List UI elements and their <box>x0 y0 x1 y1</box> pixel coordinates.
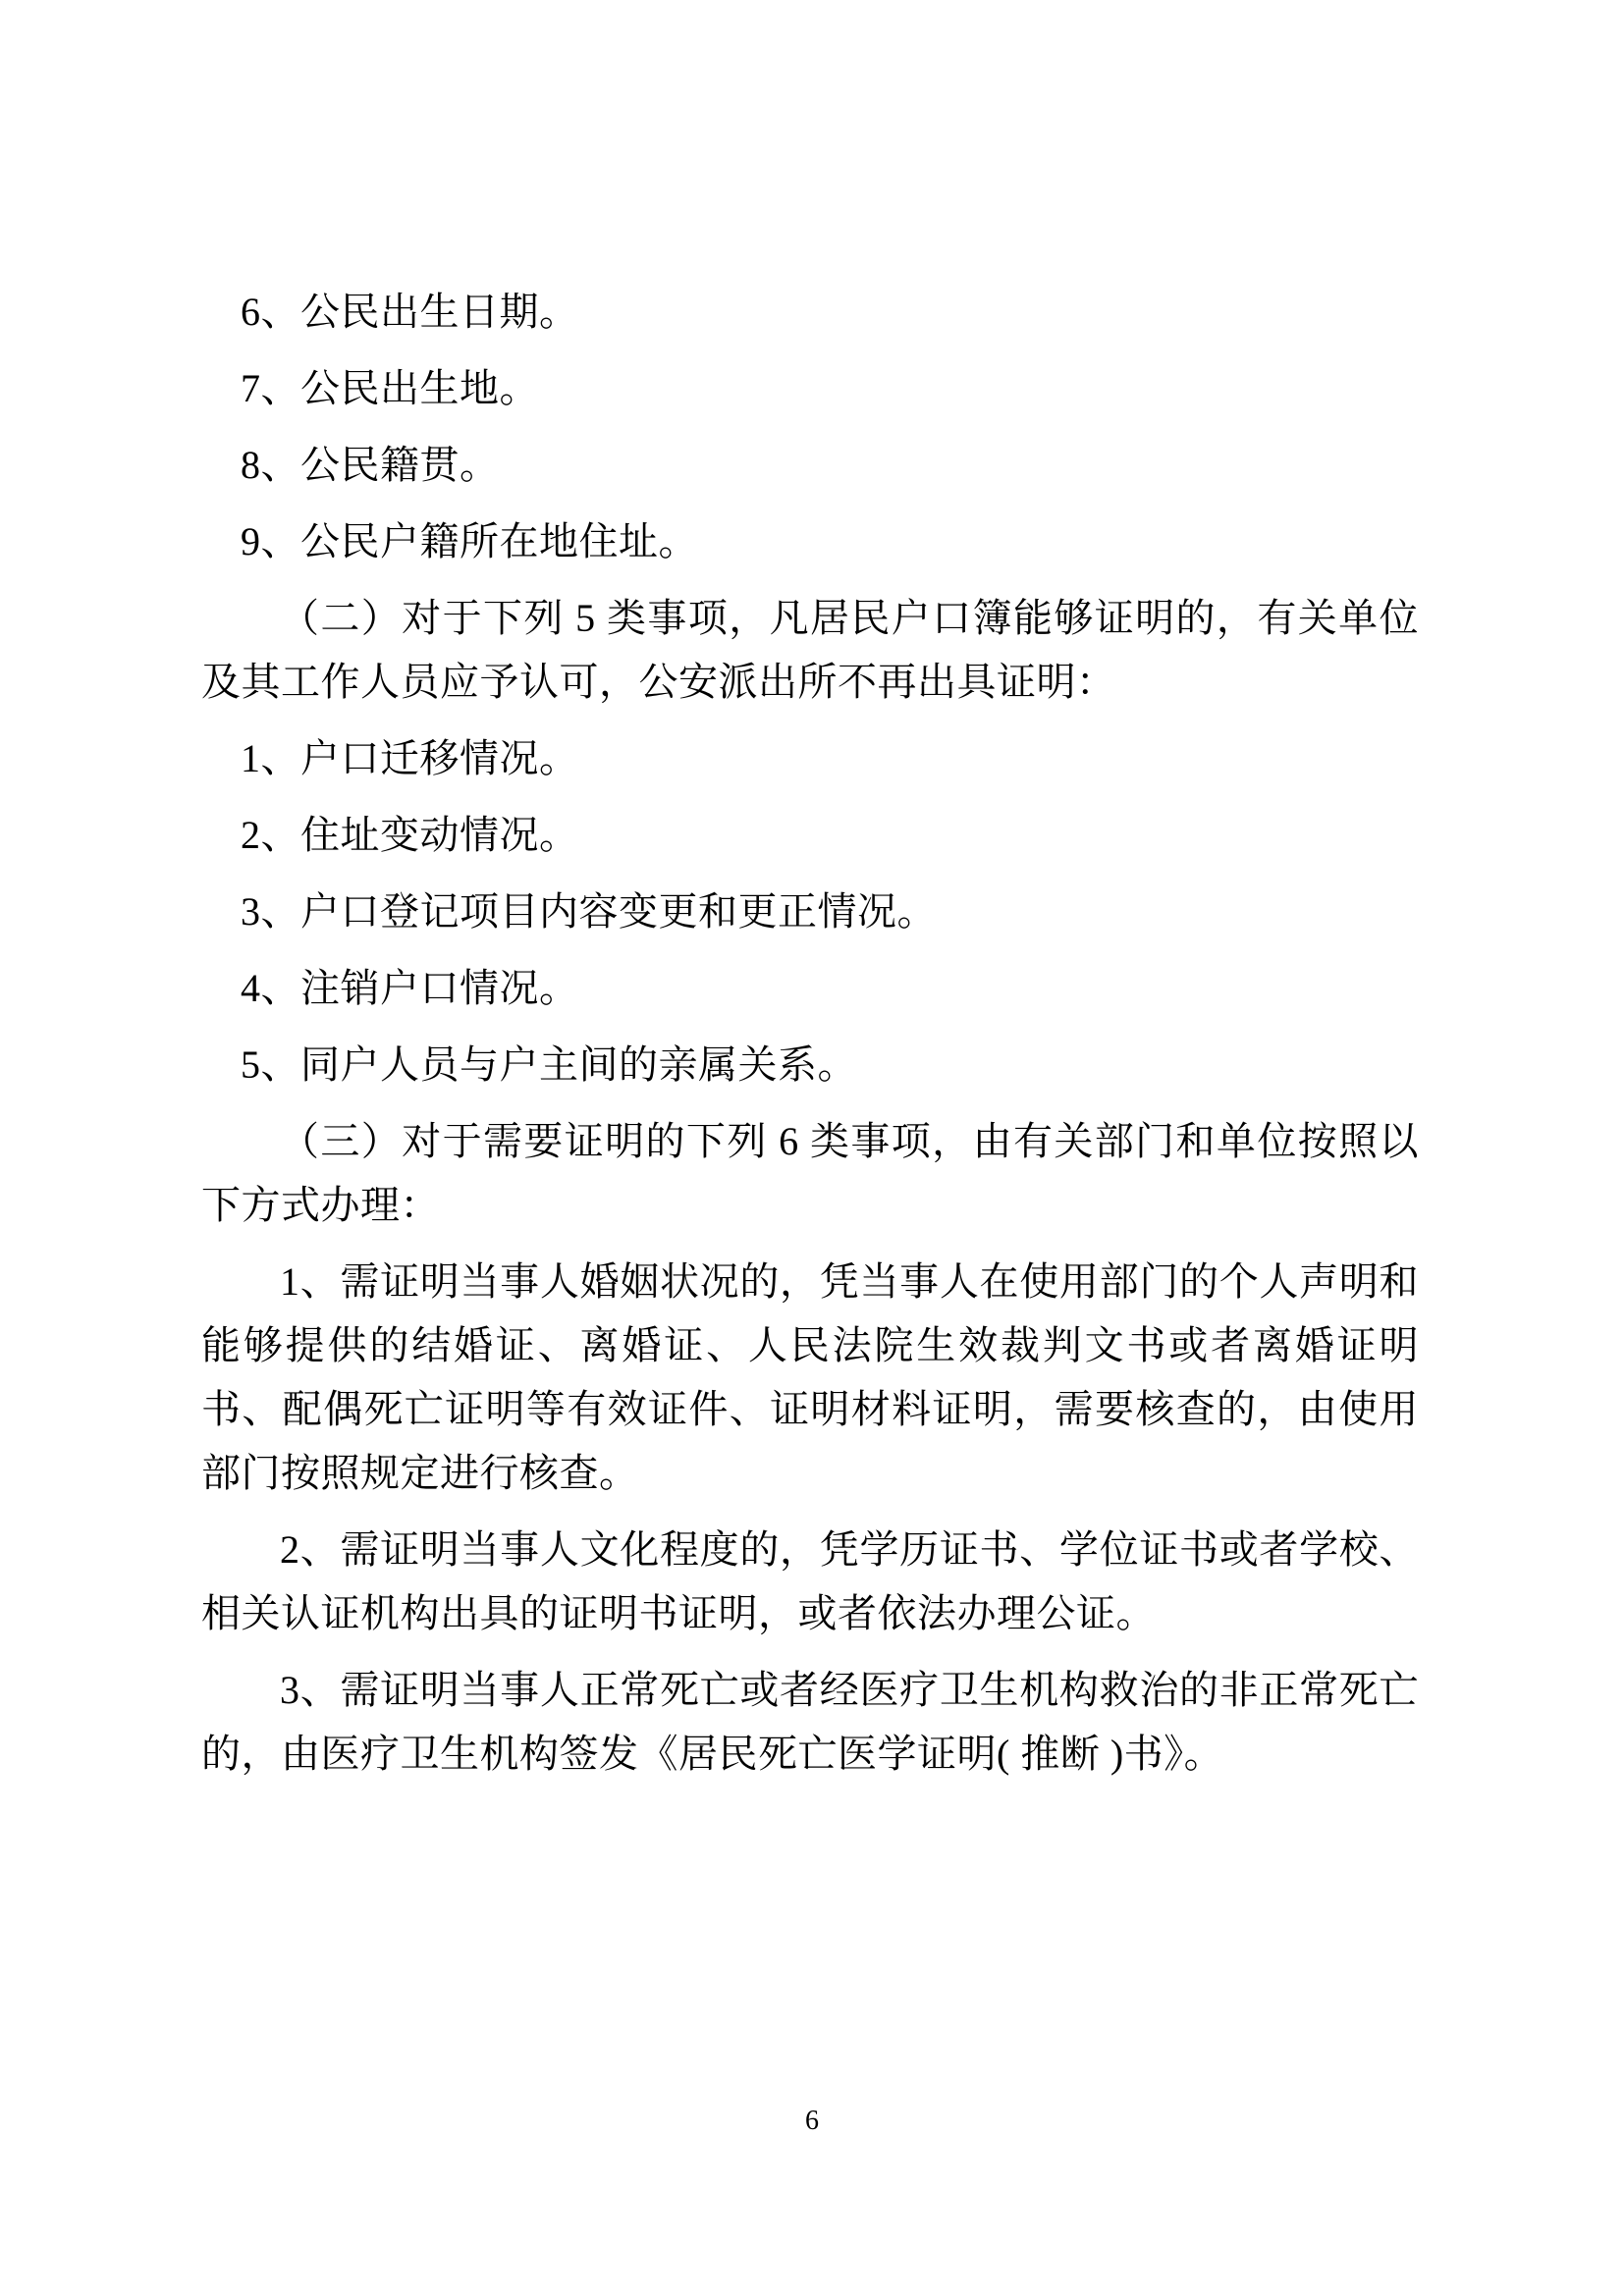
page-number: 6 <box>805 2106 819 2136</box>
numbered-paragraph: 2、需证明当事人文化程度的，凭学历证书、学位证书或者学校、相关认证机构出具的证明书证明，或者依法办理公证。 <box>201 1527 1419 1635</box>
list-item: 2、住址变动情况。 <box>241 813 579 857</box>
list-item: 1、户口迁移情况。 <box>241 736 579 780</box>
section-paragraph: （三）对于需要证明的下列 6 类事项，由有关部门和单位按照以下方式办理： <box>201 1119 1419 1227</box>
list-item: 4、注销户口情况。 <box>241 966 579 1010</box>
list-item: 7、公民出生地。 <box>241 366 539 410</box>
list-item: 9、公民户籍所在地住址。 <box>241 519 698 563</box>
list-item: 8、公民籍贯。 <box>241 443 500 487</box>
list-item: 3、户口登记项目内容变更和更正情况。 <box>241 889 937 934</box>
document-body <box>201 280 1419 1798</box>
section-paragraph: （二）对于下列 5 类事项，凡居民户口簿能够证明的，有关单位及其工作人员应予认可，公安派出所不再出具证明： <box>201 596 1419 704</box>
list-item: 5、同户人员与户主间的亲属关系。 <box>241 1042 857 1087</box>
numbered-paragraph: 1、需证明当事人婚姻状况的，凭当事人在使用部门的个人声明和能够提供的结婚证、离婚证、人民法院生效裁判文书或者离婚证明书、配偶死亡证明等有效证件、证明材料证明，需要核查的，由使用部门按照规定进行核查。 <box>201 1259 1419 1495</box>
list-item: 6、公民出生日期。 <box>241 290 579 334</box>
numbered-paragraph: 3、需证明当事人正常死亡或者经医疗卫生机构救治的非正常死亡的，由医疗卫生机构签发《居民死亡医学证明( 推断 )书》。 <box>201 1668 1419 1776</box>
